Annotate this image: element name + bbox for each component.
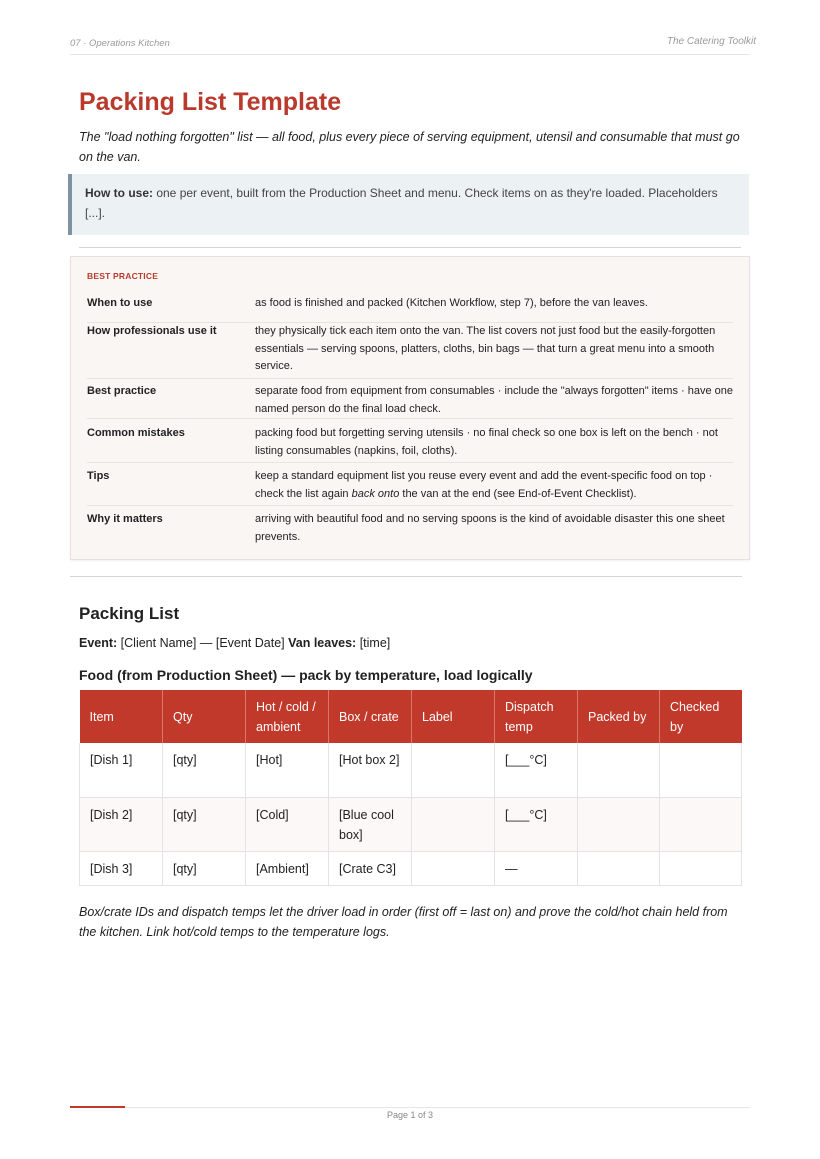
table-cell: [___°C]	[495, 797, 578, 851]
table-row	[80, 797, 742, 851]
table-cell	[660, 743, 742, 797]
table-cell: [Dish 1]	[80, 743, 163, 797]
table-cell	[578, 743, 660, 797]
table-cell: [Hot]	[246, 743, 329, 797]
event-line	[79, 636, 390, 650]
row-value: they physically tick each item onto the van. The list covers not just food but the easily-forgotten essentials — serving spoons, platters, cloths, bin bags — that turn a great menu into a smooth service.	[255, 325, 716, 372]
column-header: Checked by	[660, 690, 742, 743]
food-packing-table	[79, 690, 742, 886]
section-label: 07 · Operations Kitchen	[70, 38, 170, 49]
table-cell	[660, 797, 742, 851]
row-value: separate food from equipment from consumables · include the "always forgotten" items · have one named person do the final load check.	[255, 385, 734, 415]
table-cell: [Blue cool box]	[329, 797, 412, 851]
column-header: Qty	[163, 690, 246, 743]
table-cell	[412, 797, 495, 851]
divider	[79, 247, 741, 248]
table-cell: [Dish 3]	[80, 851, 163, 885]
best-practice-row	[87, 425, 733, 463]
best-practice-row	[87, 295, 733, 323]
packing-list-heading: Packing List	[79, 604, 180, 623]
row-key: Tips	[87, 470, 110, 482]
row-key: Why it matters	[87, 513, 163, 525]
table-cell: [Hot box 2]	[329, 743, 412, 797]
column-header: Label	[412, 690, 495, 743]
best-practice-panel	[70, 256, 750, 560]
tips-emphasis: back onto	[351, 487, 400, 500]
best-practice-row	[87, 468, 733, 506]
table-cell: [Ambient]	[246, 851, 329, 885]
page-title: Packing List Template	[79, 88, 342, 116]
row-value	[255, 468, 739, 503]
event-value: [Client Name] — [Event Date]	[117, 636, 289, 650]
column-header: Hot / cold / ambient	[246, 690, 329, 743]
row-key: Best practice	[87, 385, 157, 397]
column-header: Item	[80, 690, 163, 743]
best-practice-row	[87, 511, 733, 551]
van-value: [time]	[356, 636, 391, 650]
column-header: Box / crate	[329, 690, 412, 743]
brand-label: The Catering Toolkit	[666, 36, 756, 47]
best-practice-heading: BEST PRACTICE	[87, 271, 159, 281]
table-cell: [Crate C3]	[329, 851, 412, 885]
tips-text-end: the van at the end (see End-of-Event Checklist).	[399, 487, 637, 500]
row-key: Common mistakes	[87, 427, 185, 439]
best-practice-row	[87, 383, 733, 419]
page-subtitle: The "load nothing forgotten" list — all food, plus every piece of serving equipment, utensil and consumable that must go on the van.	[79, 130, 740, 164]
row-value: packing food but forgetting serving utensils · no final check so one box is left on the bench · not listing consumables (napkins, foil, cloths).	[255, 427, 718, 457]
table-cell: [qty]	[163, 743, 246, 797]
page-number: Page 1 of 3	[386, 1110, 434, 1120]
event-label: Event:	[79, 636, 118, 650]
how-to-label: How to use:	[85, 186, 153, 200]
divider	[70, 576, 742, 577]
van-label: Van leaves:	[288, 636, 357, 650]
how-to-text: one per event, built from the Production Sheet and menu. Check items on as they're loaded. Placeholders [...].	[85, 186, 718, 220]
table-cell: —	[495, 851, 578, 885]
how-to-callout	[68, 174, 749, 235]
table-row	[80, 743, 742, 797]
table-cell: [Dish 2]	[80, 797, 163, 851]
footer-accent	[70, 1106, 125, 1108]
running-header	[70, 30, 756, 55]
table-cell: [qty]	[163, 851, 246, 885]
column-header: Packed by	[578, 690, 660, 743]
row-key: When to use	[87, 297, 153, 309]
footer-rule	[125, 1107, 750, 1108]
table-cell	[578, 851, 660, 885]
best-practice-row	[87, 323, 733, 379]
table-cell: [Cold]	[246, 797, 329, 851]
row-key: How professionals use it	[87, 325, 217, 337]
row-value: as food is finished and packed (Kitchen Workflow, step 7), before the van leaves.	[255, 297, 648, 309]
table-header-row	[80, 690, 742, 743]
table-cell: [qty]	[163, 797, 246, 851]
column-header: Dispatch temp	[495, 690, 578, 743]
table-row	[80, 851, 742, 885]
row-value: arriving with beautiful food and no serving spoons is the kind of avoidable disaster this one sheet prevents.	[255, 513, 725, 543]
table-cell: [___°C]	[495, 743, 578, 797]
tips-text: keep a standard equipment list you reuse every event and add the event-specific food on top · check the list again	[255, 470, 713, 500]
table-cell	[412, 743, 495, 797]
food-table-heading: Food (from Production Sheet) — pack by temperature, load logically	[79, 667, 533, 683]
table-footnote: Box/crate IDs and dispatch temps let the driver load in order (first off = last on) and prove the cold/hot chain held from the kitchen. Link hot/cold temps to the temperature logs.	[79, 905, 728, 939]
table-cell	[660, 851, 742, 885]
table-cell	[412, 851, 495, 885]
table-cell	[578, 797, 660, 851]
